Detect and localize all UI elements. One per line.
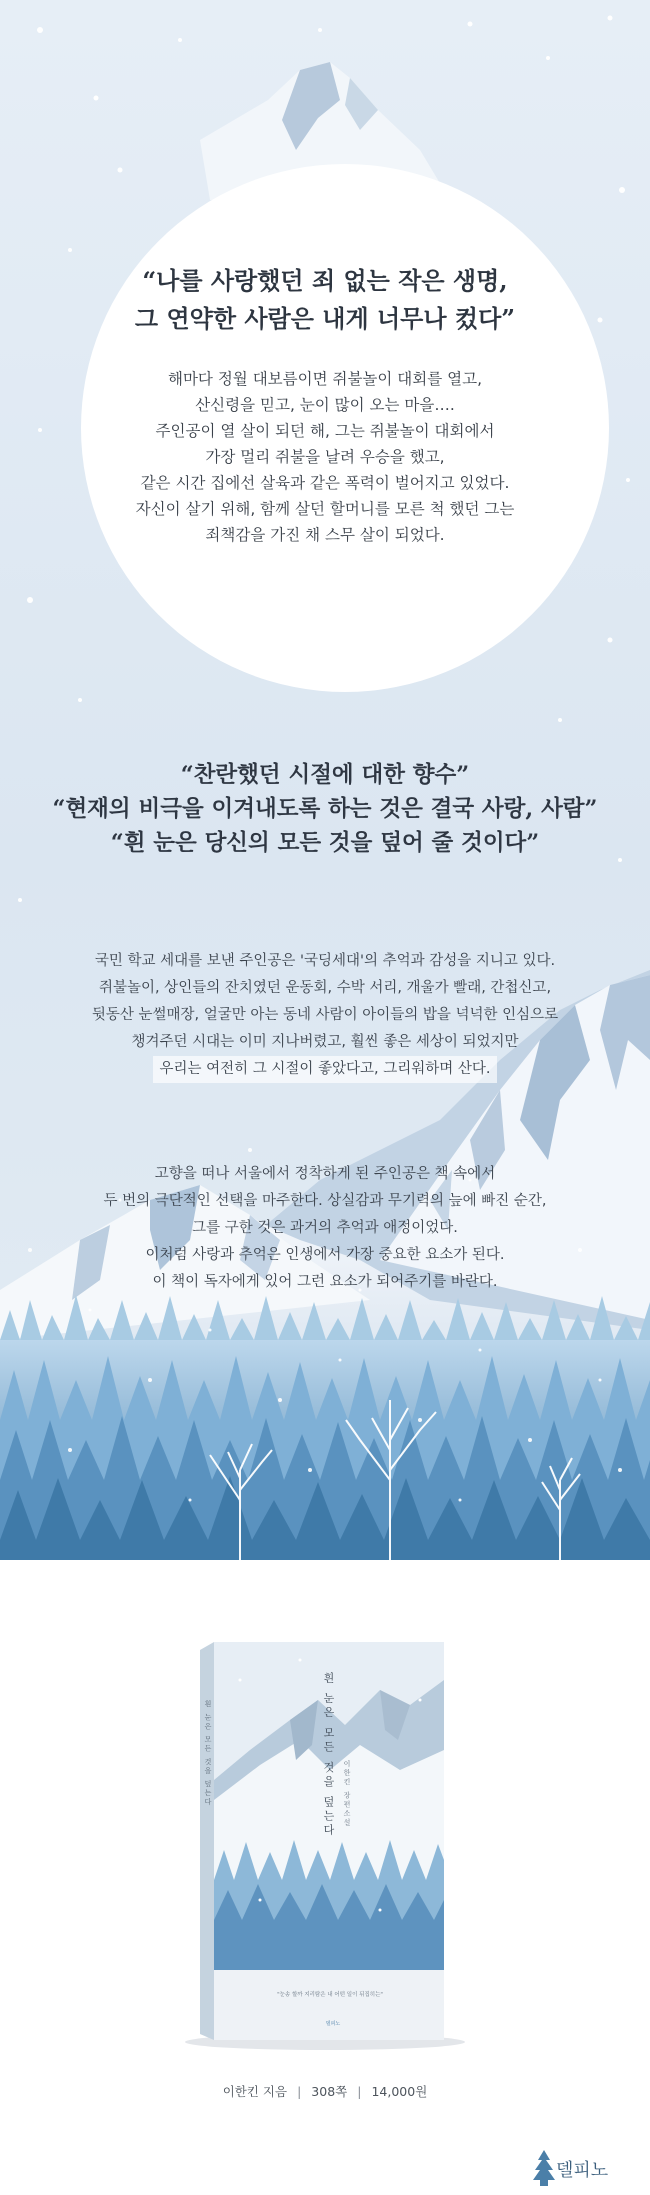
synopsis-line: 같은 시간 집에선 살육과 같은 폭력이 벌어지고 있었다. — [140, 474, 510, 492]
paragraph-line — [0, 1056, 650, 1083]
separator: | — [357, 2084, 362, 2099]
publisher-logo: 델피노 — [556, 2160, 609, 2181]
book-cover-tagline: "눈송 할까 지리탐은 내 어떤 일이 뒤집히는" — [277, 1992, 383, 1998]
tagline-quote-1: “찬란했던 시절에 대한 향수” — [180, 762, 470, 788]
paragraph-line: 국민 학교 세대를 보낸 주인공은 '국딩세대'의 추억과 감성을 지니고 있다. — [94, 953, 556, 969]
synopsis-line: 자신이 살기 위해, 함께 살던 할머니를 모른 척 했던 그는 — [135, 500, 515, 518]
separator: | — [297, 2084, 302, 2099]
circle-title-line-1: “나를 사랑했던 죄 없는 작은 생명, — [142, 266, 508, 295]
paragraph-line: 챙겨주던 시대는 이미 지나버렸고, 훨씬 좋은 세상이 되었지만 — [131, 1034, 519, 1050]
book-price: 14,000원 — [371, 2084, 428, 2099]
circle-quote-title — [0, 262, 650, 338]
paragraph-line: 그를 구한 것은 과거의 추억과 애정이었다. — [192, 1220, 458, 1236]
book-author: 이한킨 지음 — [222, 2084, 288, 2099]
paragraph-line: 고향을 떠나 서울에서 정착하게 된 주인공은 책 속에서 — [154, 1166, 496, 1182]
book-cover-author: 이한킨 장편소설 — [343, 1760, 351, 1828]
book-cover-title: 흰 눈은 모든 것을 덮는다 — [322, 1672, 335, 1838]
book-cover-logo: 델피노 — [325, 2021, 341, 2027]
synopsis-line: 가장 멀리 쥐불을 날려 우승을 했고, — [205, 448, 445, 466]
synopsis-line: 해마다 정월 대보름이면 쥐불놀이 대회를 열고, — [167, 370, 483, 388]
book-info — [0, 2082, 650, 2100]
paragraph-line: 뒷동산 눈썰매장, 얼굴만 아는 동네 사람이 아이들의 밥을 넉넉한 인심으로 — [91, 1007, 559, 1023]
tagline-quotes — [0, 758, 650, 860]
synopsis-line: 죄책감을 가진 채 스무 살이 되었다. — [205, 526, 445, 544]
highlighted-line: 우리는 여전히 그 시절이 좋았다고, 그리워하며 산다. — [153, 1056, 496, 1083]
description-paragraph-1 — [0, 948, 650, 1083]
tagline-quote-2: “현재의 비극을 이겨내도록 하는 것은 결국 사랑, 사람” — [52, 796, 598, 822]
book-spine-title: 흰 눈은 모든 것을 덮는다 — [204, 1700, 212, 1807]
paragraph-line: 이 책이 독자에게 있어 그런 요소가 되어주기를 바란다. — [152, 1274, 498, 1290]
circle-synopsis — [0, 366, 650, 548]
paragraph-line: 두 번의 극단적인 선택을 마주한다. 상실감과 무기력의 늪에 빠진 순간, — [103, 1193, 547, 1209]
circle-title-line-2: 그 연약한 사람은 내게 너무나 컸다” — [134, 304, 516, 333]
tagline-quote-3: “흰 눈은 당신의 모든 것을 덮어 줄 것이다” — [110, 830, 540, 856]
synopsis-line: 산신령을 믿고, 눈이 많이 오는 마을…. — [195, 396, 455, 414]
book-pages: 308쪽 — [311, 2084, 348, 2099]
paragraph-line: 이처럼 사랑과 추억은 인생에서 가장 중요한 요소가 된다. — [145, 1247, 505, 1263]
paragraph-line: 쥐불놀이, 상인들의 잔치였던 운동회, 수박 서리, 개울가 빨래, 간첩신고, — [98, 980, 552, 996]
synopsis-line: 주인공이 열 살이 되던 해, 그는 쥐불놀이 대회에서 — [155, 422, 495, 440]
description-paragraph-2 — [0, 1161, 650, 1296]
